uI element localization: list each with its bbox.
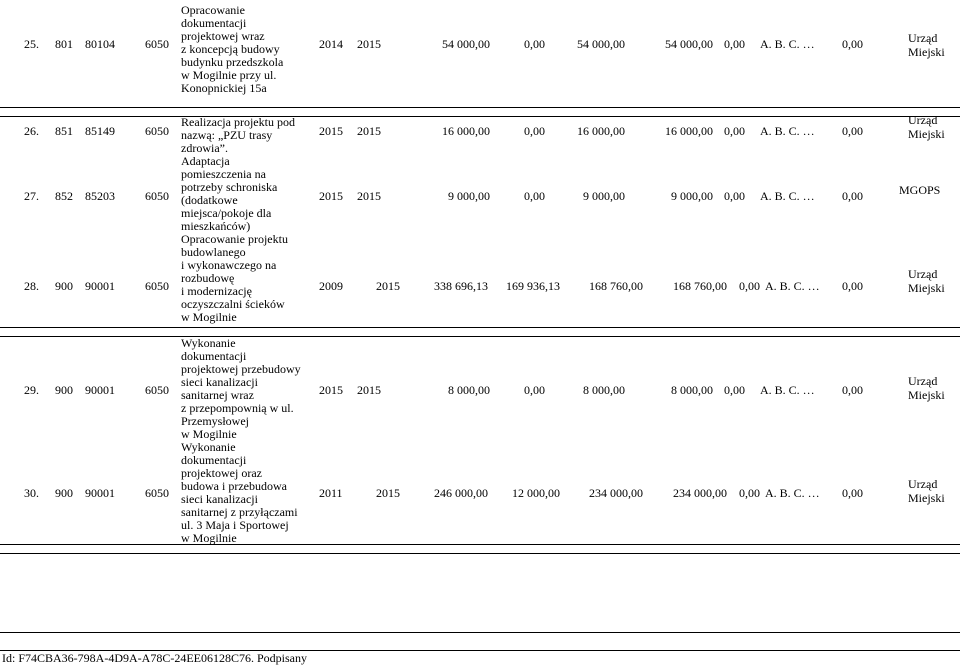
unit-cell: Urząd	[908, 477, 938, 491]
cell-y2: 2015	[357, 37, 381, 51]
cell-v4: 168 760,00	[673, 279, 727, 293]
cell-y2: 2015	[357, 383, 381, 397]
cell-v2: 0,00	[524, 189, 545, 203]
description-line: w Mogilnie	[181, 427, 237, 441]
cell-v5: 0,00	[724, 189, 745, 203]
description-line: projektowej wraz	[181, 29, 265, 43]
description-cell	[181, 441, 298, 545]
row-divider	[0, 544, 960, 545]
cell-v6: 0,00	[842, 383, 863, 397]
description-line: budynku przedszkola	[181, 55, 284, 69]
description-line: sieci kanalizacji	[181, 492, 258, 506]
cell-abc: A. B. C. …	[760, 189, 815, 203]
cell-no: 25.	[24, 37, 39, 51]
description-line: budowa i przebudowa	[181, 479, 287, 493]
row-divider	[0, 553, 960, 554]
description-line: sanitarnej wraz	[181, 388, 254, 402]
description-line: Adaptacja	[181, 154, 230, 168]
cell-v2: 169 936,13	[506, 279, 560, 293]
cell-roz: 90001	[85, 383, 115, 397]
unit-cell: Urząd	[908, 374, 938, 388]
cell-dz: 900	[55, 486, 73, 500]
description-line: potrzeby schroniska	[181, 180, 278, 194]
description-line: w Mogilnie	[181, 310, 237, 324]
description-cell	[181, 155, 277, 233]
description-cell	[181, 116, 295, 155]
cell-v1: 16 000,00	[442, 124, 490, 138]
row-divider	[0, 336, 960, 337]
cell-y2: 2015	[357, 189, 381, 203]
cell-no: 28.	[24, 279, 39, 293]
description-line: Realizacja projektu pod	[181, 115, 295, 129]
cell-roz: 85203	[85, 189, 115, 203]
cell-par: 6050	[145, 124, 169, 138]
cell-v1: 9 000,00	[448, 189, 490, 203]
cell-dz: 851	[55, 124, 73, 138]
description-line: pomieszczenia na	[181, 167, 266, 181]
cell-v1: 8 000,00	[448, 383, 490, 397]
unit-cell: Miejski	[908, 388, 945, 402]
row-divider	[0, 107, 960, 108]
cell-v6: 0,00	[842, 279, 863, 293]
cell-par: 6050	[145, 279, 169, 293]
cell-dz: 900	[55, 383, 73, 397]
cell-v6: 0,00	[842, 189, 863, 203]
cell-abc: A. B. C. …	[760, 124, 815, 138]
cell-v4: 234 000,00	[673, 486, 727, 500]
description-line: Wykonanie	[181, 440, 236, 454]
unit-cell: Miejski	[908, 127, 945, 141]
description-line: z przepompownią w ul.	[181, 401, 294, 415]
description-line: ul. 3 Maja i Sportowej	[181, 518, 289, 532]
cell-y2: 2015	[357, 124, 381, 138]
description-line: mieszkańców)	[181, 219, 251, 233]
description-cell	[181, 233, 288, 324]
description-line: nazwą: „PZU trasy	[181, 128, 273, 142]
cell-v5: 0,00	[739, 486, 760, 500]
description-cell	[181, 337, 301, 441]
cell-v2: 12 000,00	[512, 486, 560, 500]
cell-abc: A. B. C. …	[760, 383, 815, 397]
unit-cell: Miejski	[908, 45, 945, 59]
cell-roz: 90001	[85, 279, 115, 293]
cell-abc: A. B. C. …	[765, 279, 820, 293]
unit-cell: Urząd	[908, 31, 938, 45]
cell-par: 6050	[145, 486, 169, 500]
description-line: (dodatkowe	[181, 193, 238, 207]
cell-v3: 54 000,00	[577, 37, 625, 51]
cell-roz: 90001	[85, 486, 115, 500]
description-line: miejsca/pokoje dla	[181, 206, 272, 220]
cell-no: 29.	[24, 383, 39, 397]
cell-v5: 0,00	[724, 124, 745, 138]
cell-v1: 54 000,00	[442, 37, 490, 51]
cell-dz: 900	[55, 279, 73, 293]
description-line: sieci kanalizacji	[181, 375, 258, 389]
cell-v3: 8 000,00	[583, 383, 625, 397]
cell-v4: 16 000,00	[665, 124, 713, 138]
cell-abc: A. B. C. …	[765, 486, 820, 500]
description-line: w Mogilnie przy ul.	[181, 68, 277, 82]
cell-par: 6050	[145, 383, 169, 397]
cell-v3: 16 000,00	[577, 124, 625, 138]
cell-y2: 2015	[376, 279, 400, 293]
description-line: Opracowanie	[181, 3, 245, 17]
cell-dz: 801	[55, 37, 73, 51]
cell-v1: 246 000,00	[434, 486, 488, 500]
description-line: Wykonanie	[181, 336, 236, 350]
cell-no: 30.	[24, 486, 39, 500]
row-divider	[0, 632, 960, 633]
cell-no: 26.	[24, 124, 39, 138]
unit-cell: Urząd	[908, 267, 938, 281]
description-line: Przemysłowej	[181, 414, 249, 428]
unit-cell: Miejski	[908, 281, 945, 295]
description-line: w Mogilnie	[181, 531, 237, 545]
unit-cell: Miejski	[908, 491, 945, 505]
cell-v4: 54 000,00	[665, 37, 713, 51]
unit-cell: MGOPS	[899, 183, 941, 197]
cell-roz: 85149	[85, 124, 115, 138]
description-line: Konopnickiej 15a	[181, 81, 267, 95]
description-cell	[181, 4, 283, 95]
document-id: Id: F74CBA36-798A-4D9A-A78C-24EE06128C76. Podpisany	[2, 651, 307, 665]
description-line: i modernizację	[181, 284, 252, 298]
description-line: dokumentacji	[181, 349, 247, 363]
cell-y2: 2015	[376, 486, 400, 500]
description-line: projektowej przebudowy	[181, 362, 301, 376]
row-divider	[0, 116, 960, 117]
unit-cell: Urząd	[908, 113, 938, 127]
cell-v2: 0,00	[524, 383, 545, 397]
description-line: rozbudowę	[181, 271, 235, 285]
description-line: z koncepcją budowy	[181, 42, 280, 56]
cell-y1: 2009	[319, 279, 343, 293]
cell-y1: 2015	[319, 124, 343, 138]
row-divider	[0, 327, 960, 328]
description-line: budowlanego	[181, 245, 246, 259]
description-line: sanitarnej z przyłączami	[181, 505, 298, 519]
cell-abc: A. B. C. …	[760, 37, 815, 51]
cell-v6: 0,00	[842, 37, 863, 51]
cell-v5: 0,00	[739, 279, 760, 293]
cell-v2: 0,00	[524, 124, 545, 138]
cell-dz: 852	[55, 189, 73, 203]
cell-no: 27.	[24, 189, 39, 203]
description-line: i wykonawczego na	[181, 258, 277, 272]
cell-v2: 0,00	[524, 37, 545, 51]
cell-v3: 234 000,00	[589, 486, 643, 500]
cell-v6: 0,00	[842, 124, 863, 138]
cell-roz: 80104	[85, 37, 115, 51]
cell-y1: 2015	[319, 383, 343, 397]
cell-par: 6050	[145, 189, 169, 203]
cell-v5: 0,00	[724, 37, 745, 51]
description-line: dokumentacji	[181, 453, 247, 467]
description-line: Opracowanie projektu	[181, 232, 288, 246]
cell-v1: 338 696,13	[434, 279, 488, 293]
cell-y1: 2015	[319, 189, 343, 203]
cell-y1: 2011	[319, 486, 343, 500]
description-line: oczyszczalni ścieków	[181, 297, 285, 311]
cell-v3: 9 000,00	[583, 189, 625, 203]
description-line: dokumentacji	[181, 16, 247, 30]
cell-v4: 9 000,00	[671, 189, 713, 203]
cell-par: 6050	[145, 37, 169, 51]
cell-v5: 0,00	[724, 383, 745, 397]
cell-y1: 2014	[319, 37, 343, 51]
cell-v6: 0,00	[842, 486, 863, 500]
cell-v4: 8 000,00	[671, 383, 713, 397]
description-line: zdrowia”.	[181, 141, 228, 155]
description-line: projektowej oraz	[181, 466, 262, 480]
cell-v3: 168 760,00	[589, 279, 643, 293]
